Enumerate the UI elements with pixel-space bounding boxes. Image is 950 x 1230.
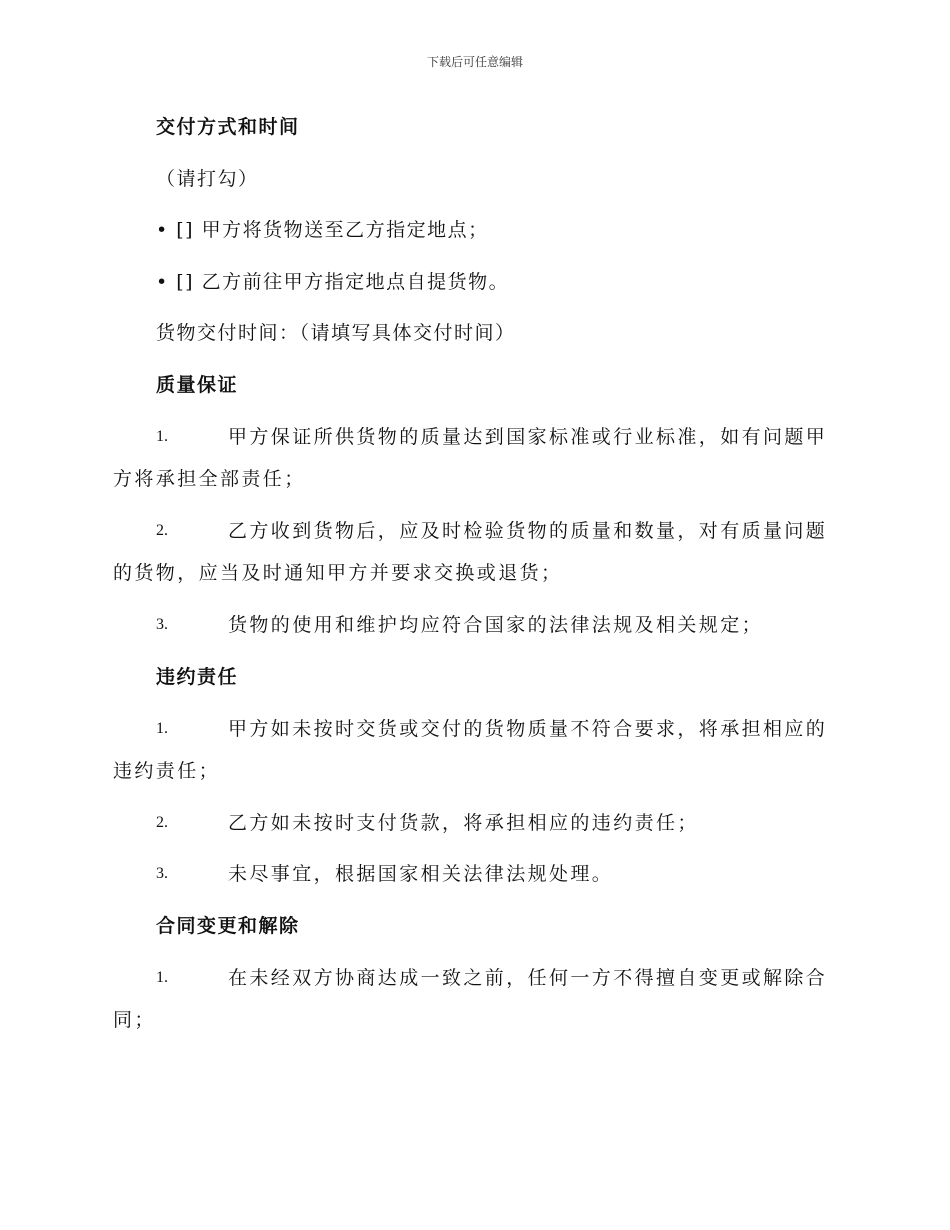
list-item-text: 甲方如未按时交货或交付的货物质量不符合要求，将承担相应的	[228, 718, 828, 740]
list-item-number: 3.	[156, 616, 168, 633]
list-item-text: 乙方如未按时支付货款，将承担相应的违约责任；	[228, 812, 699, 834]
section-title-liability: 违约责任	[156, 666, 239, 688]
list-item-continuation: 的货物，应当及时通知甲方并要求交换或退货；	[113, 562, 563, 584]
list-item-text: 甲方保证所供货物的质量达到国家标准或行业标准，如有问题甲	[228, 426, 828, 448]
section-title-quality: 质量保证	[156, 374, 239, 396]
list-item-number: 2.	[156, 814, 168, 831]
list-item-continuation: 同；	[113, 1009, 156, 1031]
list-item-continuation: 方将承担全部责任；	[113, 468, 306, 490]
delivery-hint: （请打勾）	[156, 168, 259, 190]
list-item-text: 在未经双方协商达成一致之前，任何一方不得擅自变更或解除合	[228, 967, 828, 989]
list-item-number: 1.	[156, 720, 168, 737]
list-item-text: 乙方收到货物后，应及时检验货物的质量和数量，对有质量问题	[228, 520, 828, 542]
section-title-delivery: 交付方式和时间	[156, 116, 300, 138]
list-item-continuation: 违约责任；	[113, 760, 221, 782]
delivery-time: 货物交付时间：（请填写具体交付时间）	[156, 322, 516, 344]
section-title-change: 合同变更和解除	[156, 915, 300, 937]
list-item-number: 2.	[156, 522, 168, 539]
list-item-number: 1.	[156, 428, 168, 445]
page-header: 下载后可任意编辑	[426, 55, 523, 69]
list-item-number: 1.	[156, 969, 168, 986]
delivery-option-1: • [] 甲方将货物送至乙方指定地点；	[156, 219, 489, 241]
list-item-text: 货物的使用和维护均应符合国家的法律法规及相关规定；	[228, 614, 764, 636]
list-item-text: 未尽事宜，根据国家相关法律法规处理。	[228, 863, 614, 885]
list-item-number: 3.	[156, 865, 168, 882]
delivery-option-2: • [] 乙方前往甲方指定地点自提货物。	[156, 271, 510, 293]
